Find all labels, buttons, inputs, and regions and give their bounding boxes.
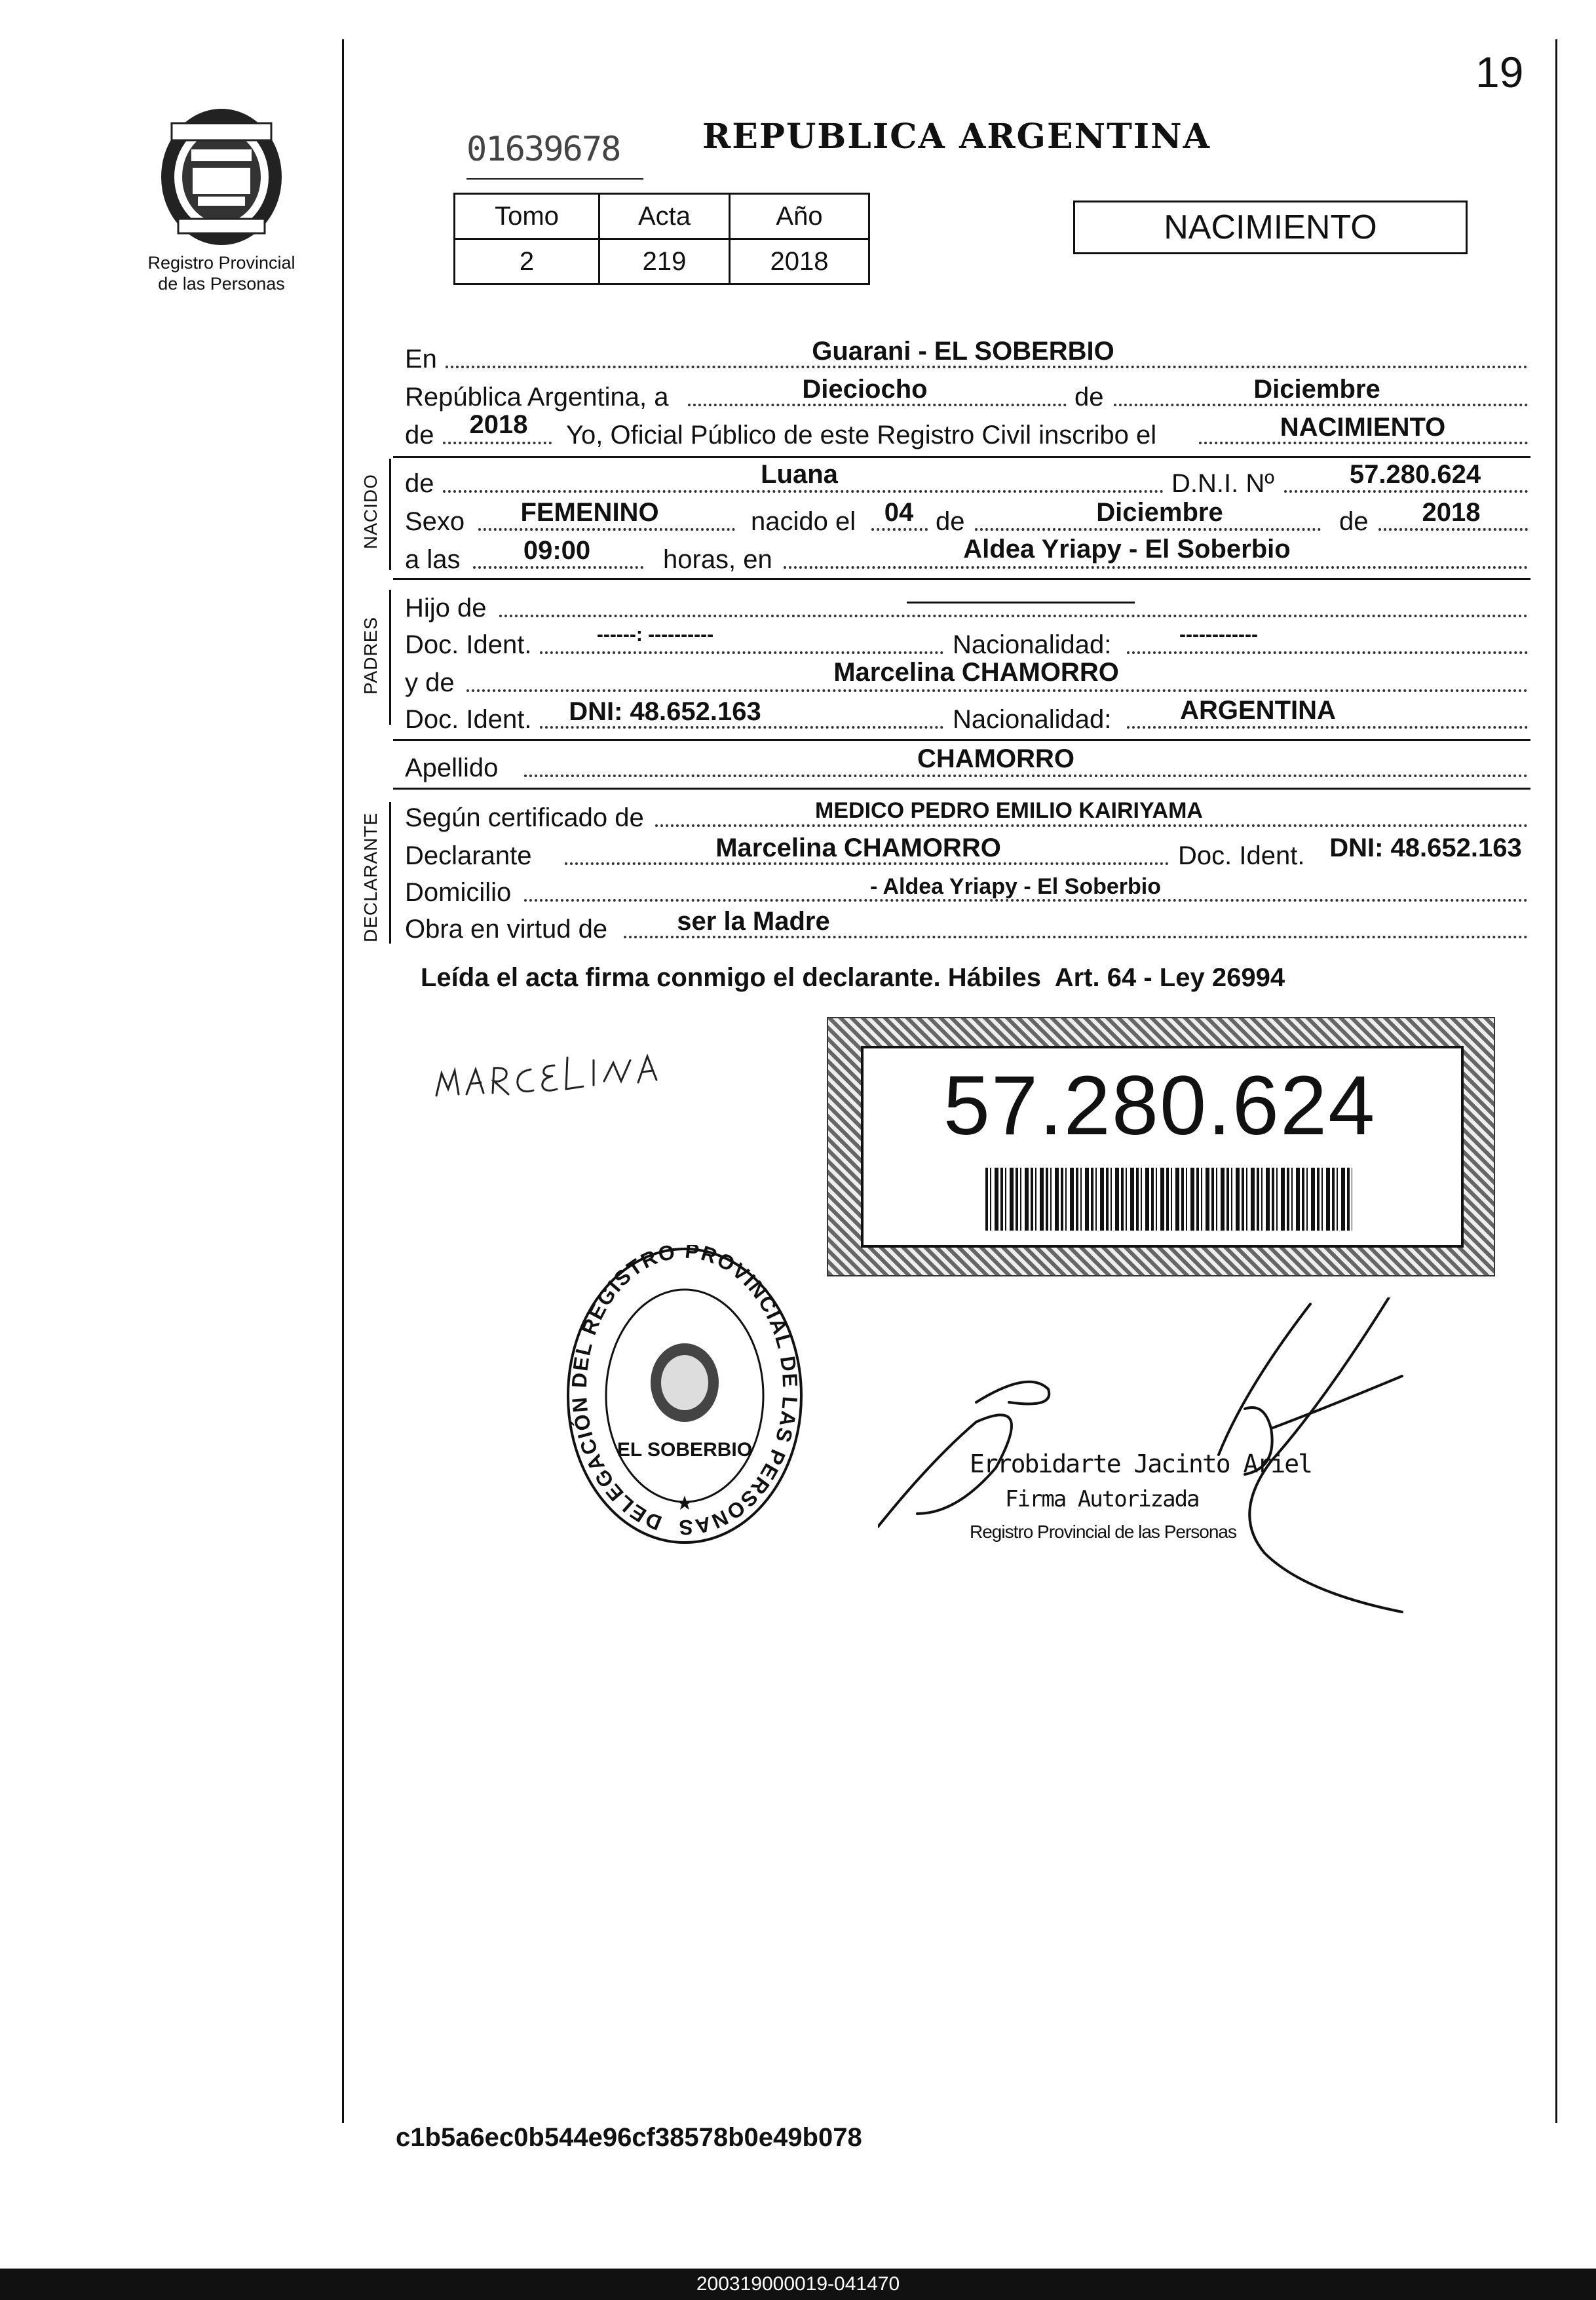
sep-3: [393, 739, 1530, 741]
seal-outer-text: DELEGACIÓN DEL REGISTRO PROVINCIAL DE LAS PERSONAS: [567, 1245, 803, 1540]
nacido-section-label: NACIDO: [360, 474, 381, 549]
seal-star-icon: ★: [675, 1493, 694, 1514]
apellido-value: CHAMORRO: [917, 744, 1074, 773]
birth-month-value: Diciembre: [1096, 498, 1223, 527]
padre-nac-value: ------------: [1179, 624, 1258, 645]
name-dots: [443, 490, 1164, 493]
madre-doc-label: Doc. Ident.: [405, 705, 532, 734]
yde-label: y de: [405, 668, 455, 697]
header-tomo: Tomo: [455, 194, 599, 239]
sep-4: [393, 788, 1530, 790]
header-acta: Acta: [599, 194, 729, 239]
nacido-bracket: [389, 459, 391, 570]
closing-text: Leída el acta firma conmigo el declarante. Hábiles Art. 64 - Ley 26994: [421, 963, 1285, 992]
sep-1: [393, 456, 1530, 458]
decl-label: Declarante: [405, 841, 532, 870]
month-value: Diciembre: [1253, 375, 1380, 404]
record-type-box: NACIMIENTO: [1073, 201, 1468, 254]
hora-label: a las: [405, 545, 461, 574]
serial-underline: [466, 178, 643, 180]
declarante-section-label: DECLARANTE: [360, 812, 381, 942]
en-value: Guarani - EL SOBERBIO: [812, 337, 1114, 366]
right-margin-line: [1555, 39, 1557, 2123]
padres-bracket: [389, 590, 391, 725]
birth-year-value: 2018: [1422, 498, 1481, 527]
name-value: Luana: [761, 460, 838, 489]
place-value: Aldea Yriapy - El Soberbio: [963, 535, 1291, 564]
sexo-dots: [478, 528, 735, 531]
seal-inner-text: EL SOBERBIO: [617, 1439, 753, 1461]
value-anio: 2018: [730, 239, 869, 284]
padres-section-label: PADRES: [360, 616, 381, 695]
page-number: 19: [1475, 48, 1524, 96]
en-label: En: [405, 345, 437, 374]
padre-doc-label: Doc. Ident.: [405, 630, 532, 659]
acto-value: NACIMIENTO: [1280, 413, 1446, 442]
header-anio: Año: [730, 194, 869, 239]
handwritten-signature: [432, 1043, 694, 1102]
day-value: Dieciocho: [802, 375, 928, 404]
year-value: 2018: [469, 410, 528, 439]
country-title: REPUBLICA ARGENTINA: [702, 117, 1211, 157]
logo-caption-1: Registro Provincial: [147, 253, 295, 273]
madre-nac-dots: [1127, 726, 1528, 729]
dni-value: 57.280.624: [1349, 460, 1481, 489]
value-acta: 219: [599, 239, 729, 284]
birth-year-dots: [1378, 528, 1528, 531]
hijo-label: Hijo de: [405, 594, 487, 623]
madre-nac-value: ARGENTINA: [1180, 696, 1336, 725]
dni-sticker-number: 57.280.624: [943, 1059, 1377, 1153]
serial-number: 01639678: [466, 130, 620, 169]
official-org: Registro Provincial de las Personas: [970, 1522, 1236, 1542]
padre-dots: [499, 615, 1528, 617]
birth-month-dots: [975, 528, 1321, 531]
obra-value: ser la Madre: [677, 907, 830, 936]
hora-dots: [473, 566, 643, 569]
dom-label: Domicilio: [405, 878, 512, 907]
birth-de-label-1: de: [936, 507, 965, 536]
hora-value: 09:00: [523, 536, 591, 565]
province-logo: [152, 97, 291, 249]
decl-doc-label: Doc. Ident.: [1178, 841, 1305, 870]
sep-2: [393, 578, 1530, 580]
round-seal: [563, 1245, 806, 1546]
de-label-2: de: [405, 421, 434, 450]
birth-de-label-2: de: [1339, 507, 1369, 536]
decl-value: Marcelina CHAMORRO: [715, 834, 1001, 862]
madre-nac-label: Nacionalidad:: [953, 705, 1112, 734]
decl-doc-value: DNI: 48.652.163: [1329, 834, 1522, 862]
cert-label: Según certificado de: [405, 803, 644, 832]
apellido-label: Apellido: [405, 754, 499, 782]
value-tomo: 2: [455, 239, 599, 284]
dni-dots: [1284, 490, 1528, 493]
official-signature: [878, 1297, 1494, 1638]
left-margin-line: [342, 39, 344, 2123]
apellido-dots: [524, 775, 1528, 777]
padre-doc-value: ------: ----------: [596, 624, 714, 645]
place-dots: [784, 566, 1528, 569]
padre-nac-label: Nacionalidad:: [953, 630, 1112, 659]
inscribo-text: Yo, Oficial Público de este Registro Civil inscribo el: [566, 421, 1157, 450]
republica-label: República Argentina, a: [405, 383, 669, 412]
birth-day-dots: [871, 528, 928, 531]
horas-label: horas, en: [663, 545, 772, 574]
footer-code: 200319000019-041470: [0, 2269, 1596, 2300]
obra-label: Obra en virtud de: [405, 915, 608, 944]
padre-value-dash: [907, 602, 1135, 604]
sexo-value: FEMENINO: [520, 498, 659, 527]
barcode: [985, 1168, 1352, 1231]
dni-label: D.N.I. Nº: [1171, 469, 1274, 498]
sexo-label: Sexo: [405, 507, 465, 536]
dom-value: - Aldea Yriapy - El Soberbio: [870, 874, 1161, 899]
document-hash: c1b5a6ec0b544e96cf38578b0e49b078: [396, 2123, 862, 2152]
padre-doc-dots: [540, 651, 943, 654]
madre-doc-value: DNI: 48.652.163: [569, 697, 761, 726]
logo-caption-2: de las Personas: [158, 274, 285, 294]
padre-nac-dots: [1127, 651, 1528, 654]
madre-value: Marcelina CHAMORRO: [833, 658, 1119, 687]
de-label-1: de: [1074, 383, 1104, 412]
madre-dots: [466, 689, 1528, 692]
nacido-el-label: nacido el: [751, 507, 856, 536]
official-name: Errobidarte Jacinto Ariel: [970, 1449, 1312, 1478]
cert-value: MEDICO PEDRO EMILIO KAIRIYAMA: [815, 798, 1203, 823]
record-table: [453, 193, 870, 285]
official-role: Firma Autorizada: [1005, 1486, 1199, 1512]
cert-dots: [655, 824, 1528, 827]
year-dots: [443, 442, 552, 444]
declarante-bracket: [389, 802, 391, 944]
nacido-de-label: de: [405, 469, 434, 498]
dni-sticker: [827, 1017, 1495, 1276]
birth-day-value: 04: [884, 498, 914, 527]
